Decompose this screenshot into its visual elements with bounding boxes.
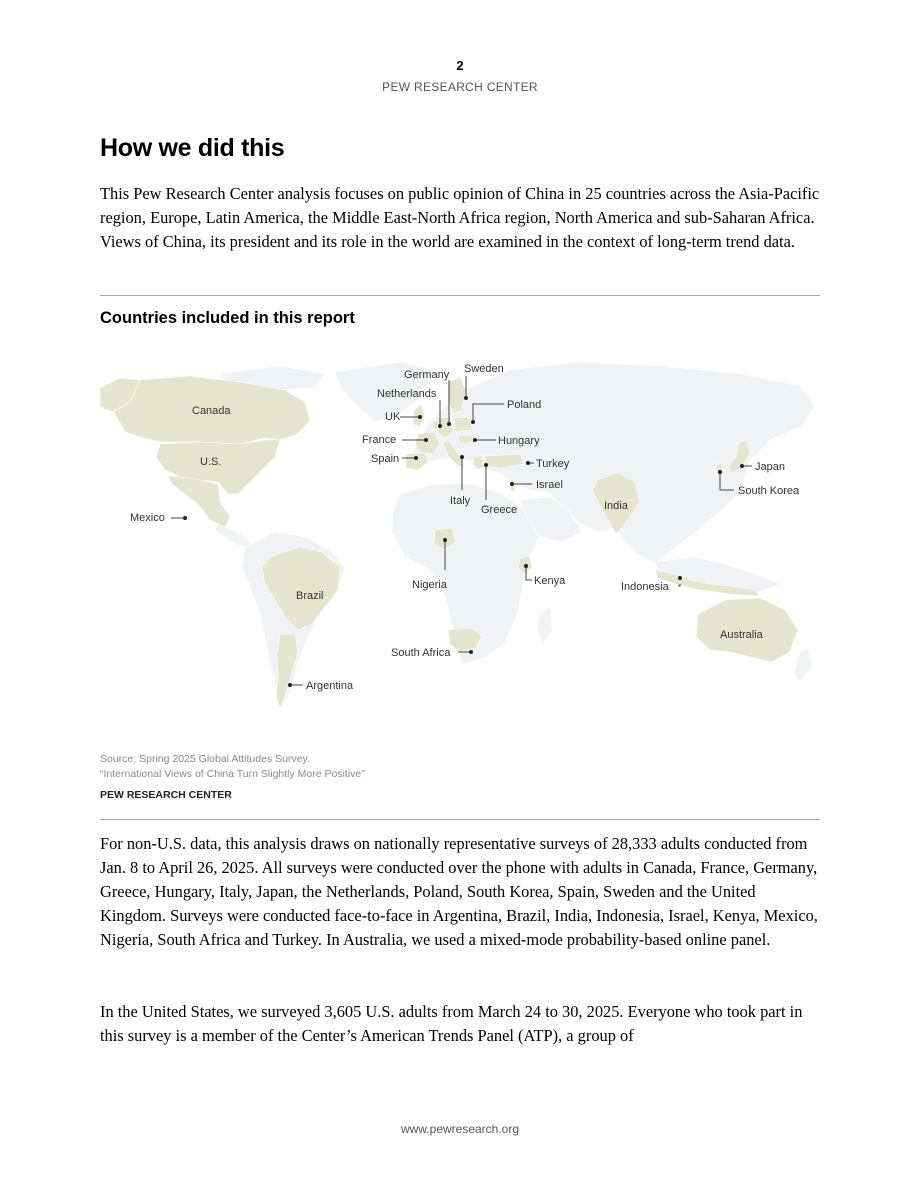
- dot-turkey: [526, 461, 530, 465]
- dot-mexico: [183, 516, 187, 520]
- country-poland: [454, 417, 472, 432]
- label-india: India: [604, 500, 628, 512]
- intro-paragraph: This Pew Research Center analysis focuses on public opinion of China in 25 countries across the Asia-Pacific region, Europe, Latin America, the Middle East-North Africa region, North America and sub-Saharan Africa. Views of China, its president and its role in the world are examined in the context of long-term trend data.: [100, 184, 820, 251]
- dot-netherlands: [438, 424, 442, 428]
- land-central-america: [215, 524, 252, 548]
- footer-url[interactable]: www.pewresearch.org: [400, 1122, 520, 1136]
- figure-title: Countries included in this report: [100, 309, 355, 327]
- label-australia: Australia: [720, 629, 763, 641]
- dot-indonesia: [678, 576, 682, 580]
- dot-nigeria: [443, 538, 447, 542]
- dot-spain: [414, 456, 418, 460]
- label-kenya: Kenya: [534, 575, 566, 587]
- dot-israel: [510, 482, 514, 486]
- top-divider: [100, 295, 820, 296]
- country-greece: [473, 456, 484, 470]
- dot-hungary: [473, 438, 477, 442]
- country-spain: [406, 453, 428, 470]
- label-nigeria: Nigeria: [412, 579, 447, 591]
- label-spain: Spain: [371, 453, 400, 465]
- label-hungary: Hungary: [498, 435, 540, 447]
- label-netherlands: Netherlands: [377, 388, 437, 400]
- label-italy: Italy: [450, 495, 471, 507]
- dot-south-korea: [718, 470, 722, 474]
- organization-header: PEW RESEARCH CENTER: [382, 80, 538, 94]
- label-greece: Greece: [481, 504, 518, 516]
- label-us: U.S.: [200, 456, 222, 468]
- land-new-zealand: [794, 648, 812, 682]
- dot-argentina: [288, 683, 292, 687]
- label-sweden: Sweden: [464, 363, 504, 375]
- source-line-2: “International Views of China Turn Slightly More Positive”: [100, 768, 365, 780]
- dot-sweden: [464, 396, 468, 400]
- dot-germany: [447, 422, 451, 426]
- label-indonesia: Indonesia: [621, 581, 669, 593]
- bottom-divider: [100, 819, 820, 820]
- label-germany: Germany: [404, 369, 450, 381]
- source-line-1: Source: Spring 2025 Global Attitudes Survey.: [100, 753, 310, 765]
- dot-france: [424, 438, 428, 442]
- dot-south-africa: [469, 650, 473, 654]
- label-south-korea: South Korea: [738, 485, 800, 497]
- label-argentina: Argentina: [306, 680, 354, 692]
- label-turkey: Turkey: [536, 458, 570, 470]
- label-japan: Japan: [755, 461, 785, 473]
- land-madagascar: [537, 607, 552, 644]
- dot-italy: [460, 455, 464, 459]
- section-title: How we did this: [100, 134, 285, 162]
- dot-poland: [471, 420, 475, 424]
- label-france: France: [362, 434, 397, 446]
- page-number: 2: [456, 58, 464, 73]
- label-brazil: Brazil: [296, 590, 324, 602]
- figure-source: [100, 752, 365, 782]
- figure-credit: PEW RESEARCH CENTER: [100, 789, 232, 801]
- dot-japan: [740, 464, 744, 468]
- dot-greece: [484, 463, 488, 467]
- label-mexico: Mexico: [130, 512, 165, 524]
- us-survey-paragraph: In the United States, we surveyed 3,605 U.S. adults from March 24 to 30, 2025. Everyone who took part in this survey is a member of the Center’s American Trends Panel (ATP), a group of: [100, 1002, 803, 1045]
- label-uk: UK: [385, 411, 401, 423]
- label-israel: Israel: [536, 479, 563, 491]
- dot-kenya: [524, 564, 528, 568]
- dot-uk: [418, 415, 422, 419]
- label-south-africa: South Africa: [391, 647, 451, 659]
- methods-paragraph: For non-U.S. data, this analysis draws on nationally representative surveys of 28,333 adults conducted from Jan. 8 to April 26, 2025. All surveys were conducted over the phone with adults in Canada, France, Germany, Greece, Hungary, Italy, Japan, the Netherlands, Poland, South Korea, Spain, Sweden and the United Kingdom. Surveys were conducted face-to-face in Argentina, Brazil, India, Indonesia, Israel, Kenya, Mexico, Nigeria, South Africa and Turkey. In Australia, we used a mixed-mode probability-based online panel.: [100, 834, 818, 949]
- world-map: [100, 352, 820, 732]
- label-canada: Canada: [192, 405, 231, 417]
- label-poland: Poland: [507, 399, 542, 411]
